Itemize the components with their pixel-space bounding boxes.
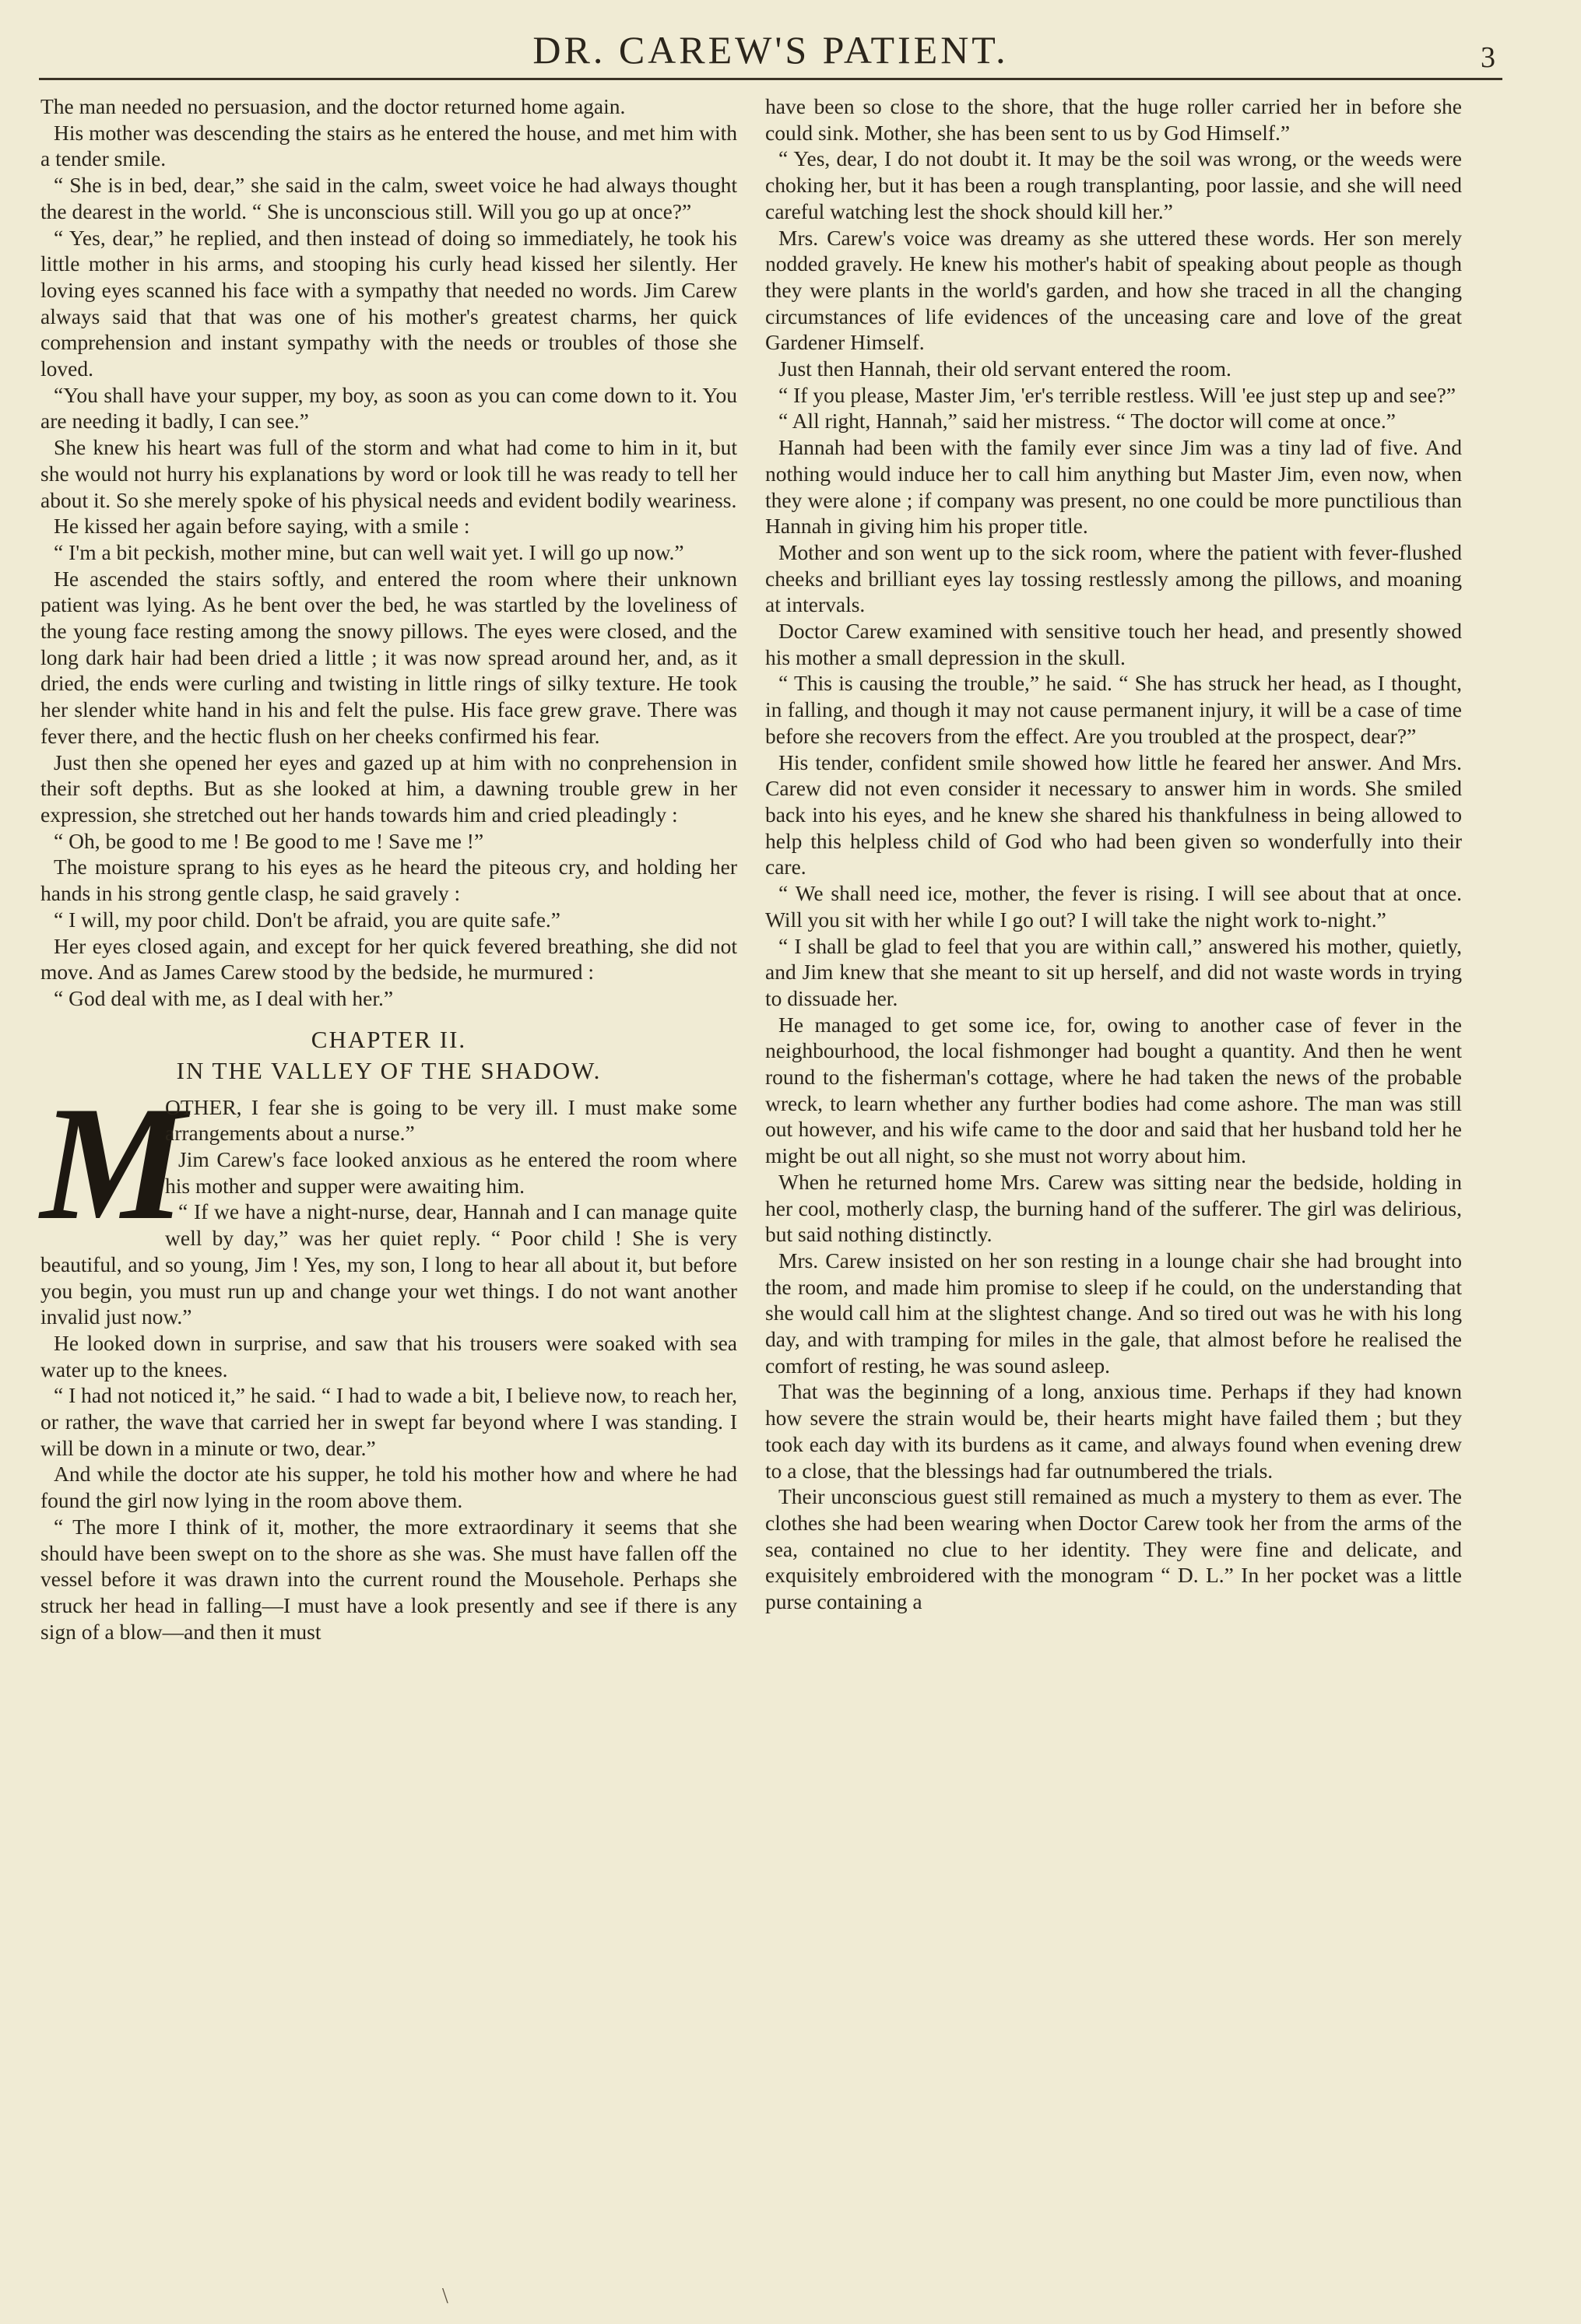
paragraph: That was the beginning of a long, anxious time. Perhaps if they had known how severe the strain would be, their hearts might have failed them ; but they took each day with its burdens as it came, and always found when evening drew to a close, that the blessings had far outnumbered the trials. (765, 1379, 1462, 1483)
paragraph: He managed to get some ice, for, owing to another case of fever in the neighbourhood, the local fishmonger had bought a quantity. And then he went round to the fisherman's cottage, where he had taken the news of the probable wreck, to learn whether any further bodies had come ashore. The man was still out however, and his wife came to the door and said that her husband told her he might be out all night, so she must not worry about him. (765, 1012, 1462, 1168)
paragraph: “ Oh, be good to me ! Be good to me ! Save me !” (54, 828, 484, 853)
paragraph: She knew his heart was full of the storm and what had come to him in it, but she would not hurry his explanations by word or look till he was ready to tell her about it. So she merely spoke of his physical needs and evident bodily weariness. (40, 435, 737, 512)
paragraph: Her eyes closed again, and except for her quick fevered breathing, she did not move. And as James Carew stood by the bedside, he murmured : (40, 933, 737, 985)
paragraph: When he returned home Mrs. Carew was sitting near the bedside, holding in her cool, motherly clasp, the burning hand of the sufferer. The girl was delirious, but said nothing distinctly. (765, 1169, 1462, 1247)
paragraph: “ I'm a bit peckish, mother mine, but can well wait yet. I will go up now.” (54, 539, 684, 564)
paragraph: “ I had not noticed it,” he said. “ I had to wade a bit, I believe now, to reach her, or rather, the wave that carried her in swept far beyond where I was standing. I will be down in a minute or two, dear.” (40, 1383, 737, 1460)
paragraph: Mother and son went up to the sick room, where the patient with fever-flushed cheeks and brilliant eyes lay tossing restlessly among the pillows, and moaning at intervals. (765, 539, 1462, 617)
paragraph: “ If we have a night-nurse, dear, Hannah and I can manage quite well by day,” was her quiet reply. “ Poor child ! She is very beautiful, and so young, Jim ! Yes, my son, I long to hear all about it, but before you begin, you must run up and change your wet things. I do not want another invalid just now.” (40, 1199, 737, 1329)
paragraph: “ Yes, dear,” he replied, and then instead of doing so immediately, he took his little mother in his arms, and stooping his curly head kissed her silently. Her loving eyes scanned his face with a sympathy that needed no words. Jim Carew always said that that was one of his mother's greatest charms, her quick comprehension and instant sympathy with the needs or troubles of those she loved. (40, 225, 737, 381)
paragraph: “ We shall need ice, mother, the fever is rising. I will see about that at once. Will you sit with her while I go out? I will take the night work to-night.” (765, 881, 1462, 932)
paragraph: Mrs. Carew insisted on her son resting in a lounge chair she had brought into the room, and made him promise to sleep if he could, on the understanding that she would call him at the slightest change. And so tired out was he with his long day, and with tramping for miles in the gale, that almost before he realised the comfort of resting, he was sound asleep. (765, 1248, 1462, 1378)
paragraph: Jim Carew's face looked anxious as he entered the room where his mother and supper were awaiting him. (165, 1147, 737, 1198)
paragraph: “ She is in bed, dear,” she said in the calm, sweet voice he had always thought the dearest in the world. “ She is unconscious still. Will you go up at once?” (40, 173, 737, 223)
paragraph: Doctor Carew examined with sensitive touch her head, and presently showed his mother a small depression in the skull. (765, 619, 1462, 669)
paragraph: Just then she opened her eyes and gazed up at him with no conprehension in their soft depths. But as she looked at him, a dawning trouble grew in her expression, she stretched out her hands towards him and cried pleadingly : (40, 750, 737, 827)
paragraph: “ This is causing the trouble,” he said. “ She has struck her head, as I thought, in falling, and though it may not cause permanent injury, it will be a case of time before she recovers from the effect. Are you troubled at the prospect, dear?” (765, 671, 1462, 748)
paragraph: Their unconscious guest still remained as much a mystery to them as ever. The clothes she had been wearing when Doctor Carew took her from the arms of the sea, contained no clue to her identity. They were fine and delicate, and exquisitely embroidered with the monogram “ D. L.” In her pocket was a little purse containing a (765, 1484, 1462, 1614)
paragraph: Hannah had been with the family ever since Jim was a tiny lad of five. And nothing would induce her to call him anything but Master Jim, even now, when they were alone ; if company was present, no one could be more punctilious than Hannah in giving him his proper title. (765, 435, 1462, 539)
bottom-mark: \ (442, 2284, 448, 2308)
running-title: DR. CAREW'S PATIENT. (532, 28, 1009, 72)
paragraph: He looked down in surprise, and saw that his trousers were soaked with sea water up to the knees. (40, 1330, 737, 1381)
dropcap-letter: M (40, 1072, 186, 1254)
chapter-number: CHAPTER II. (311, 1025, 467, 1053)
paragraph: His tender, confident smile showed how little he feared her answer. And Mrs. Carew did not even consider it necessary to answer him in words. She smiled back into his eyes, and he knew she shared his thankfulness in being allowed to help this helpless child of God who had been given so wonderfully into their care. (765, 750, 1462, 879)
dropcap-paragraph-text: OTHER, I fear she is going to be very ill. I must make some arrangements about a nurse.” (165, 1094, 737, 1146)
paragraph: “ I shall be glad to feel that you are within call,” answered his mother, quietly, and Jim knew that she meant to sit up herself, and did not waste words in trying to dissuade her. (765, 933, 1462, 1010)
paragraph: Just then Hannah, their old servant entered the room. (778, 356, 1231, 381)
paragraph: The moisture sprang to his eyes as he heard the piteous cry, and holding her hands in his strong gentle clasp, he said gravely : (40, 855, 737, 906)
paragraph: The man needed no persuasion, and the doctor returned home again. (40, 94, 626, 118)
page-number: 3 (1481, 41, 1495, 74)
paragraph: “ All right, Hannah,” said her mistress. “ The doctor will come at once.” (778, 409, 1396, 434)
paragraph: His mother was descending the stairs as he entered the house, and met him with a tender smile. (40, 120, 737, 171)
paragraph: “ Yes, dear, I do not doubt it. It may be the soil was wrong, or the weeds were choking her, but it has been a rough transplanting, poor lassie, and she will need careful watching lest the shock should kill her.” (765, 146, 1462, 223)
chapter-title: IN THE VALLEY OF THE SHADOW. (176, 1056, 602, 1084)
paragraph: “ God deal with me, as I deal with her.” (54, 985, 394, 1010)
right-column (765, 93, 1462, 1615)
paragraph: He kissed her again before saying, with a smile : (54, 514, 470, 539)
paragraph: He ascended the stairs softly, and entered the room where their unknown patient was lying. As he bent over the bed, he was startled by the loveliness of the young face resting among the snowy pillows. The eyes were closed, and the long dark hair had been dried a little ; it was now spread around her, and, as it dried, the ends were curling and twisting in little rings of silky texture. He took her slender white hand in his and felt the pulse. His face grew grave. There was fever there, and the hectic flush on her cheeks confirmed his fear. (40, 566, 737, 748)
paragraph: “ I will, my poor child. Don't be afraid, you are quite safe.” (54, 907, 560, 932)
left-column (40, 93, 737, 1645)
paragraph: “You shall have your supper, my boy, as soon as you can come down to it. You are needing it badly, I can see.” (40, 382, 737, 434)
paragraph: And while the doctor ate his supper, he told his mother how and where he had found the girl now lying in the room above them. (40, 1462, 737, 1513)
paragraph: Mrs. Carew's voice was dreamy as she uttered these words. Her son merely nodded gravely. He knew his mother's habit of speaking about people as though they were plants in the world's garden, and how she traced in all the changing circumstances of life evidences of the unceasing care and love of the great Gardener Himself. (765, 225, 1462, 355)
paragraph: have been so close to the shore, that the huge roller carried her in before she could sink. Mother, she has been sent to us by God Himself.” (765, 94, 1462, 145)
paragraph: “ The more I think of it, mother, the more extraordinary it seems that she should have been swept on to the shore as she was. She must have fallen off the vessel before it was drawn into the current round the Mousehole. Perhaps she struck her head in falling—I must have a look presently and see if there is any sign of a blow—and then it must (40, 1514, 737, 1644)
header-rule (39, 78, 1502, 80)
paragraph: “ If you please, Master Jim, 'er's terrible restless. Will 'ee just step up and see?” (778, 382, 1456, 407)
